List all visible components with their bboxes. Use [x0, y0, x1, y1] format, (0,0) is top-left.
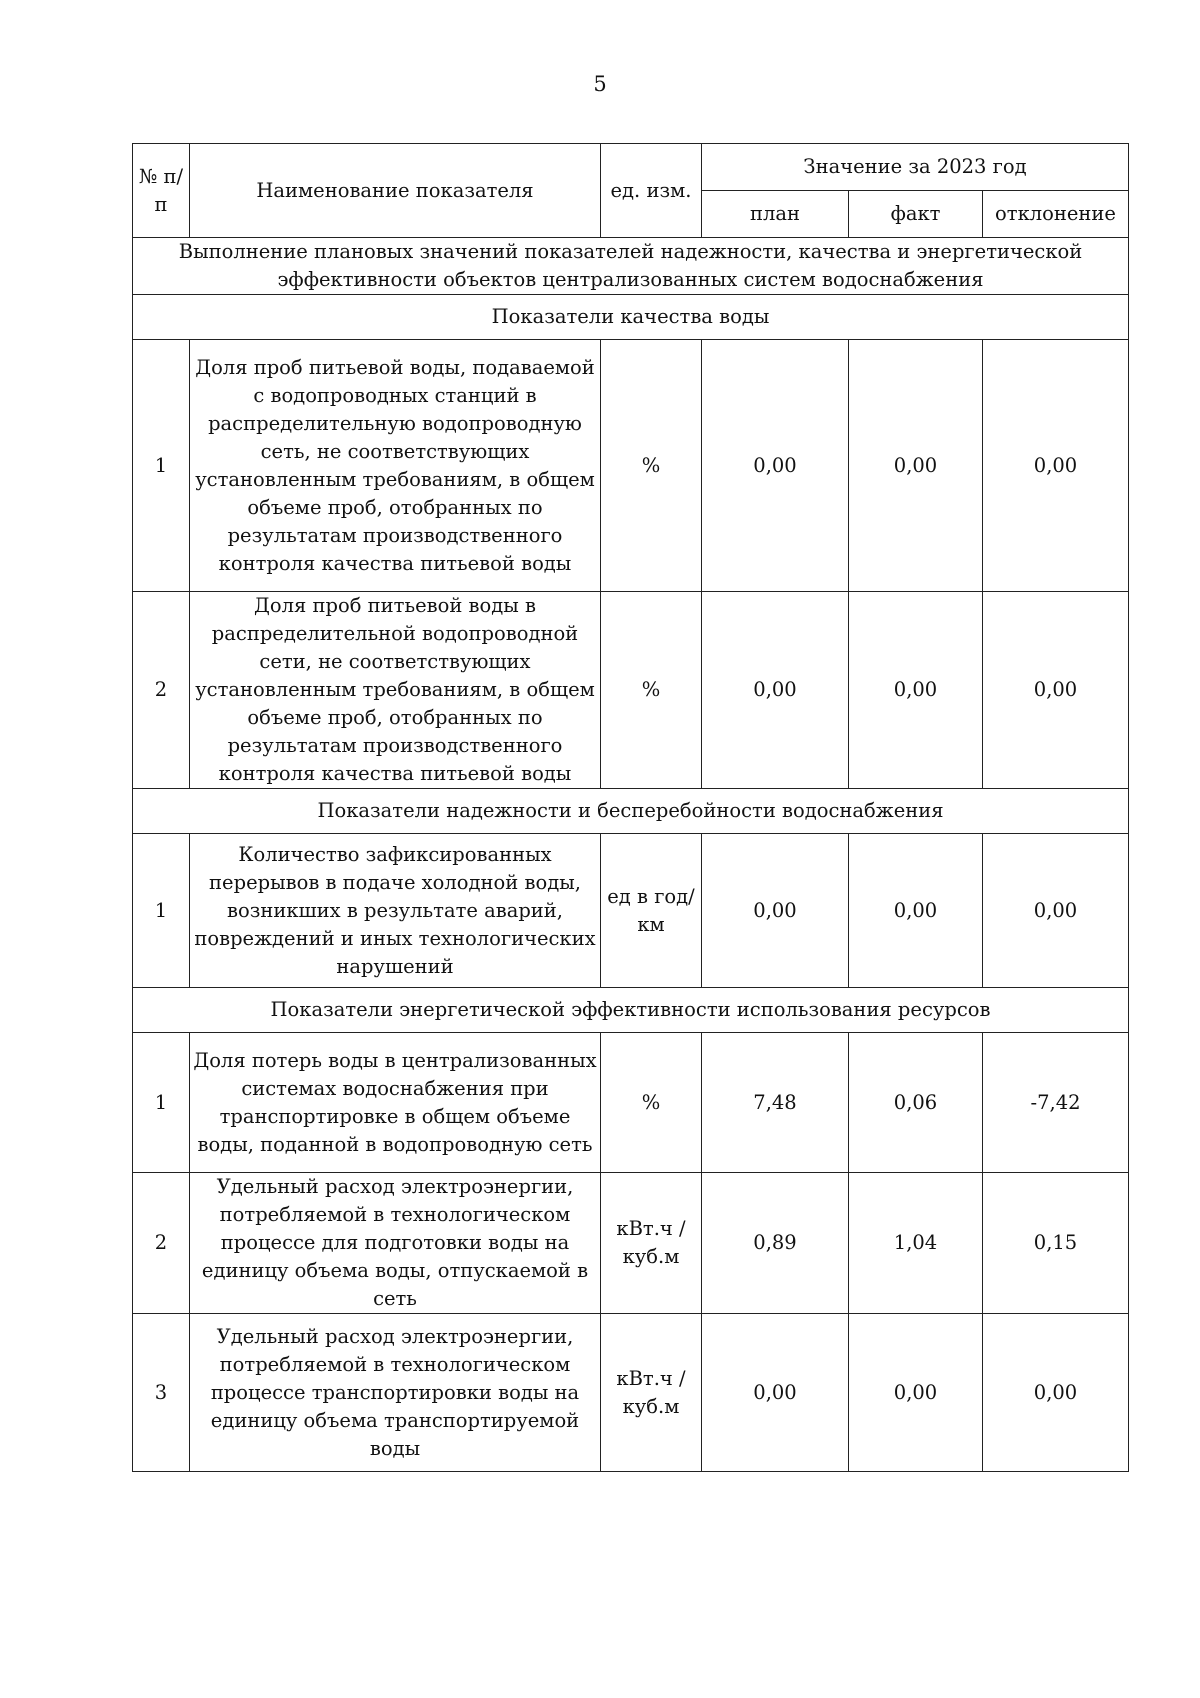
row-unit: кВт.ч / куб.м — [601, 1173, 702, 1314]
row-unit: % — [601, 592, 702, 789]
row-name: Удельный расход электроэнергии, потребляемой в технологическом процессе транспортировки воды на единицу объема транспортируемой воды — [190, 1314, 601, 1472]
table-row — [133, 834, 1129, 988]
row-name: Доля проб питьевой воды, подаваемой с водопроводных станций в распределительную водопроводную сеть, не соответствующих установленным требованиям, в общем объеме проб, отобранных по результатам производственного контроля качества питьевой воды — [190, 340, 601, 592]
row-fact: 1,04 — [849, 1173, 983, 1314]
row-num: 3 — [133, 1314, 190, 1472]
row-name: Количество зафиксированных перерывов в подаче холодной воды, возникших в результате аварий, повреждений и иных технологических нарушений — [190, 834, 601, 988]
header-plan: план — [702, 191, 849, 238]
row-fact: 0,00 — [849, 592, 983, 789]
group-title-row — [133, 295, 1129, 340]
row-unit: ед в год/ км — [601, 834, 702, 988]
row-fact: 0,00 — [849, 340, 983, 592]
row-fact: 0,06 — [849, 1033, 983, 1173]
row-num: 1 — [133, 1033, 190, 1173]
table-row — [133, 1173, 1129, 1314]
row-fact: 0,00 — [849, 1314, 983, 1472]
row-num: 2 — [133, 592, 190, 789]
group-title: Показатели надежности и бесперебойности водоснабжения — [133, 789, 1129, 834]
header-num: № п/п — [133, 144, 190, 238]
row-deviation: -7,42 — [983, 1033, 1129, 1173]
row-unit: % — [601, 1033, 702, 1173]
header-fact: факт — [849, 191, 983, 238]
row-name: Удельный расход электроэнергии, потребляемой в технологическом процессе для подготовки воды на единицу объема воды, отпускаемой в сеть — [190, 1173, 601, 1314]
row-plan: 0,00 — [702, 592, 849, 789]
group-title-row — [133, 988, 1129, 1033]
row-plan: 0,89 — [702, 1173, 849, 1314]
table-row — [133, 340, 1129, 592]
header-name: Наименование показателя — [190, 144, 601, 238]
main-section-title: Выполнение плановых значений показателей надежности, качества и энергетической эффективности объектов централизованных систем водоснабжения — [133, 238, 1129, 295]
row-deviation: 0,15 — [983, 1173, 1129, 1314]
row-num: 1 — [133, 340, 190, 592]
header-value-group: Значение за 2023 год — [702, 144, 1129, 191]
header-row — [133, 144, 1129, 191]
row-plan: 0,00 — [702, 834, 849, 988]
row-plan: 0,00 — [702, 340, 849, 592]
row-name: Доля потерь воды в централизованных системах водоснабжения при транспортировке в общем объеме воды, поданной в водопроводную сеть — [190, 1033, 601, 1173]
header-deviation: отклонение — [983, 191, 1129, 238]
table-row — [133, 1314, 1129, 1472]
row-deviation: 0,00 — [983, 1314, 1129, 1472]
row-deviation: 0,00 — [983, 592, 1129, 789]
header-unit: ед. изм. — [601, 144, 702, 238]
indicators-table — [132, 143, 1129, 1472]
page-number: 5 — [593, 72, 607, 96]
row-plan: 7,48 — [702, 1033, 849, 1173]
group-title: Показатели энергетической эффективности использования ресурсов — [133, 988, 1129, 1033]
group-title-row — [133, 789, 1129, 834]
row-num: 1 — [133, 834, 190, 988]
row-num: 2 — [133, 1173, 190, 1314]
main-section-row — [133, 238, 1129, 295]
row-deviation: 0,00 — [983, 340, 1129, 592]
row-plan: 0,00 — [702, 1314, 849, 1472]
group-title: Показатели качества воды — [133, 295, 1129, 340]
row-name: Доля проб питьевой воды в распределительной водопроводной сети, не соответствующих установленным требованиям, в общем объеме проб, отобранных по результатам производственного контроля качества питьевой воды — [190, 592, 601, 789]
row-deviation: 0,00 — [983, 834, 1129, 988]
row-unit: % — [601, 340, 702, 592]
table-row — [133, 1033, 1129, 1173]
table-row — [133, 592, 1129, 789]
row-fact: 0,00 — [849, 834, 983, 988]
table-body — [133, 238, 1129, 1472]
row-unit: кВт.ч / куб.м — [601, 1314, 702, 1472]
